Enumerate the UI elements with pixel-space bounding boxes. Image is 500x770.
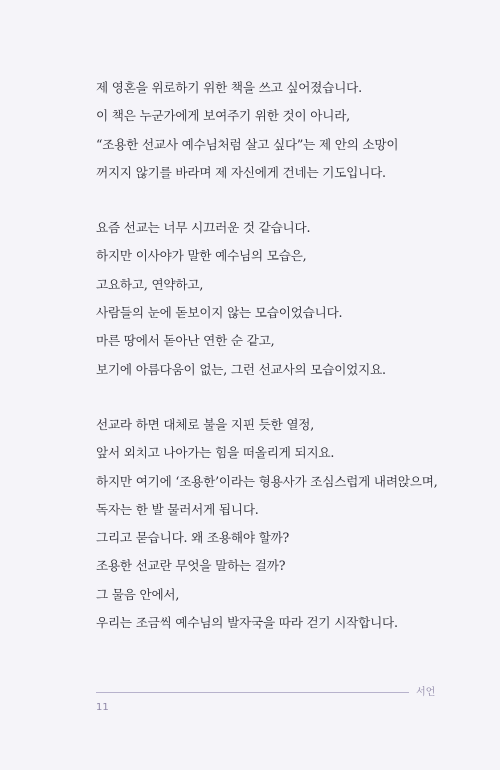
text-line: 사람들의 눈에 돋보이지 않는 모습이었습니다. xyxy=(96,305,343,321)
paragraph-1 xyxy=(96,74,476,187)
text-line: 하지만 여기에 ‘조용한’이라는 형용사가 조심스럽게 내려앉으며, xyxy=(96,473,438,489)
footer-divider xyxy=(96,692,409,693)
text-line: 꺼지지 않기를 바라며 제 자신에게 건네는 기도입니다. xyxy=(96,164,386,180)
page-number: 11 xyxy=(96,702,109,713)
body-text xyxy=(96,74,476,637)
text-line: 마른 땅에서 돋아난 연한 순 같고, xyxy=(96,333,275,349)
text-line: “조용한 선교사 예수님처럼 살고 싶다”는 제 안의 소망이 xyxy=(96,136,399,152)
text-line: 그리고 묻습니다. 왜 조용해야 할까? xyxy=(96,530,290,546)
text-line: 제 영혼을 위로하기 위한 책을 쓰고 싶어졌습니다. xyxy=(96,80,362,95)
text-line: 요즘 선교는 너무 시끄러운 것 같습니다. xyxy=(96,220,311,236)
paragraph-3 xyxy=(96,411,476,637)
paragraph-2 xyxy=(96,214,476,384)
text-line: 이 책은 누군가에게 보여주기 위한 것이 아니라, xyxy=(96,108,350,124)
text-line: 우리는 조금씩 예수님의 발자국을 따라 걷기 시작합니다. xyxy=(96,615,398,631)
text-line: 독자는 한 발 물러서게 됩니다. xyxy=(96,501,259,517)
section-label: 서언 xyxy=(416,687,436,698)
text-line: 선교라 하면 대체로 불을 지핀 듯한 열정, xyxy=(96,416,315,432)
text-line: 앞서 외치고 나아가는 힘을 떠올리게 되지요. xyxy=(96,445,335,461)
text-line: 하지만 이사야가 말한 예수님의 모습은, xyxy=(96,248,307,264)
text-line: 보기에 아름다움이 없는, 그런 선교사의 모습이었지요. xyxy=(96,361,386,377)
text-line: 조용한 선교란 무엇을 말하는 걸까? xyxy=(96,558,286,574)
text-line: 고요하고, 연약하고, xyxy=(96,276,204,292)
text-line: 그 물음 안에서, xyxy=(96,586,180,602)
